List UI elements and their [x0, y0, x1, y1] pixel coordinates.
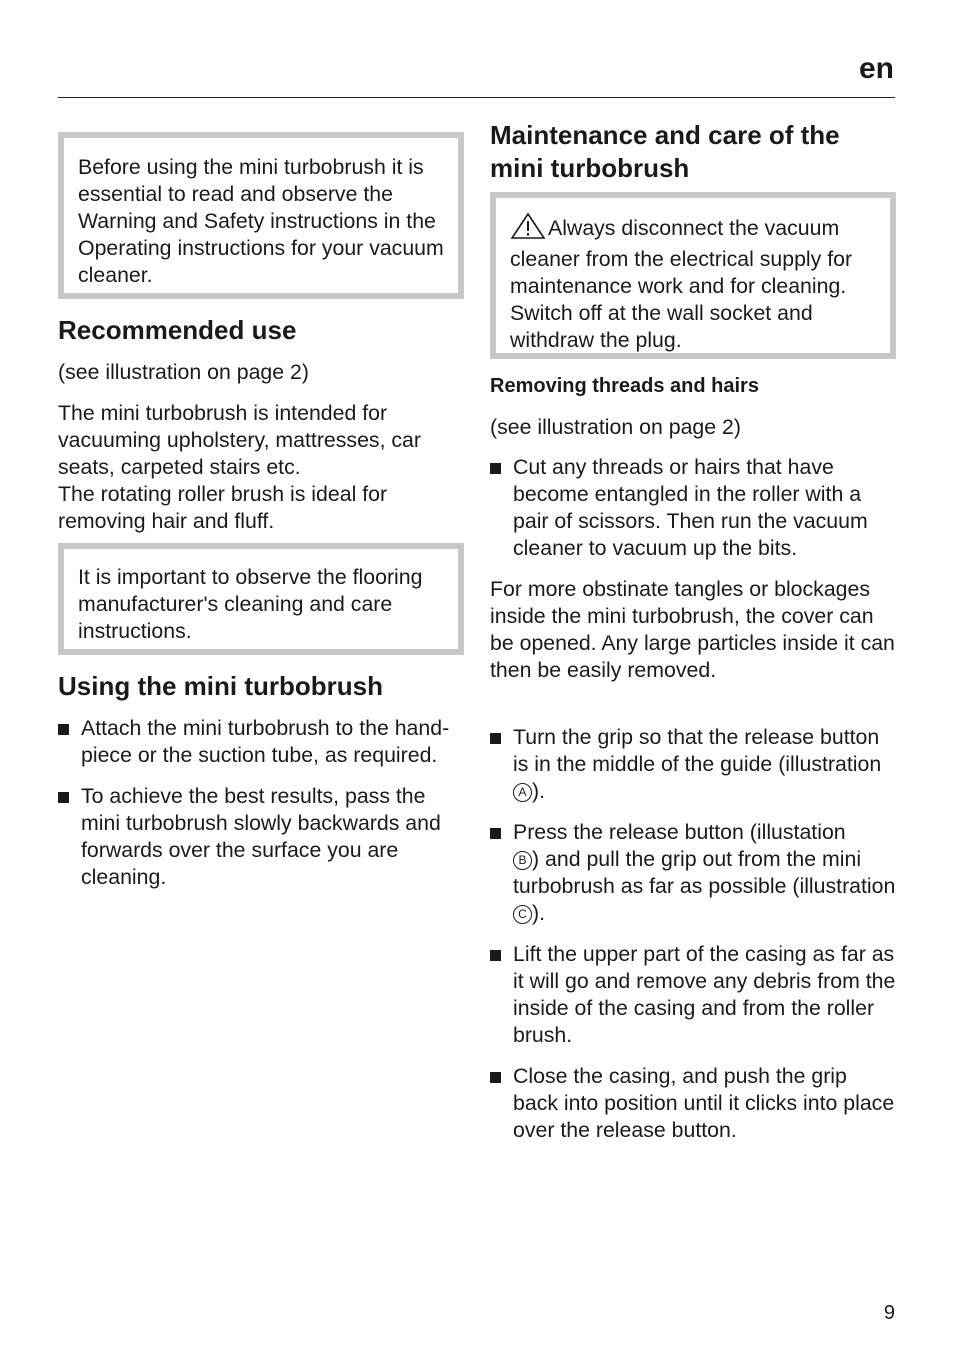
press-release-text: Press the release button (illustation: [513, 820, 846, 844]
press-release-text-end: ).: [532, 901, 546, 925]
disconnect-warning-text: Always disconnect the vacuum cleaner from the electrical supply for maintenance work and for cleaning. Switch off at the wall socket and withdraw the plug.: [510, 216, 853, 352]
using-item-2: To achieve the best results, pass the mini turbobrush slowly backwards and forwards over the surface you are cleaning.: [81, 784, 441, 889]
list-item: [490, 941, 896, 1049]
bullet-icon: [58, 792, 69, 803]
using-list: [58, 715, 464, 905]
illustration-b-marker: B: [513, 851, 532, 870]
flooring-note-text: It is important to observe the flooring manufacturer's cleaning and care instructions.: [78, 565, 423, 643]
recommended-use-see-illustration: (see illustration on page 2): [58, 360, 309, 384]
bullet-icon: [490, 1072, 501, 1083]
removing-list-1: [490, 454, 896, 576]
illustration-c-marker: C: [513, 905, 532, 924]
turn-grip-item: [513, 725, 881, 803]
list-item: [58, 715, 464, 769]
language-code: en: [858, 52, 894, 85]
lift-casing-item: Lift the upper part of the casing as far as it will go and remove any debris from the inside of the casing and from the roller brush.: [513, 942, 896, 1047]
bullet-icon: [490, 463, 501, 474]
list-item: [490, 819, 896, 927]
using-item-1: Attach the mini turbobrush to the hand-piece or the suction tube, as required.: [81, 716, 450, 767]
turn-grip-text-end: ).: [532, 779, 546, 803]
press-release-item: [513, 820, 895, 925]
flooring-note-box: [58, 543, 464, 655]
recommended-use-para2: The rotating roller brush is ideal for removing hair and fluff.: [58, 482, 388, 533]
maintenance-heading: Maintenance and care of the mini turbobrush: [490, 120, 840, 183]
bullet-icon: [490, 828, 501, 839]
warning-triangle-icon: [510, 212, 546, 246]
disconnect-warning-paragraph: [510, 212, 878, 354]
press-release-text-mid: ) and pull the grip out from the mini turbobrush as far as possible (illustration: [513, 847, 896, 898]
using-heading: Using the mini turbobrush: [58, 671, 383, 701]
illustration-a-marker: A: [513, 783, 532, 802]
bullet-icon: [490, 733, 501, 744]
list-item: [490, 724, 896, 805]
bullet-icon: [58, 724, 69, 735]
list-item: [490, 454, 896, 562]
intro-warning-box: [58, 132, 464, 299]
cut-threads-item: Cut any threads or hairs that have become entangled in the roller with a pair of scissors. Then run the vacuum cleaner to vacuum up the bits.: [513, 455, 868, 560]
recommended-use-heading: Recommended use: [58, 315, 297, 345]
bullet-icon: [490, 950, 501, 961]
turn-grip-text: Turn the grip so that the release button is in the middle of the guide (illustration: [513, 725, 882, 776]
list-item: [58, 783, 464, 891]
recommended-use-body: [58, 400, 464, 535]
header-rule: [58, 97, 895, 98]
close-casing-item: Close the casing, and push the grip back into position until it clicks into place over the release button.: [513, 1064, 895, 1142]
removing-threads-heading: Removing threads and hairs: [490, 375, 759, 397]
list-item: [490, 1063, 896, 1144]
removing-see-illustration: (see illustration on page 2): [490, 415, 741, 439]
disconnect-warning-box: [490, 192, 896, 359]
intro-warning-text: Before using the mini turbobrush it is essential to read and observe the Warning and Safety instructions in the Operating instructions for your vacuum cleaner.: [78, 155, 444, 287]
obstinate-tangles-para: For more obstinate tangles or blockages inside the mini turbobrush, the cover can be opened. Any large particles inside it can then be easily removed.: [490, 577, 895, 682]
recommended-use-para1: The mini turbobrush is intended for vacuuming upholstery, mattresses, car seats, carpeted stairs etc.: [58, 401, 421, 479]
page-number: 9: [883, 1302, 895, 1324]
removing-list-2: [490, 724, 896, 1158]
